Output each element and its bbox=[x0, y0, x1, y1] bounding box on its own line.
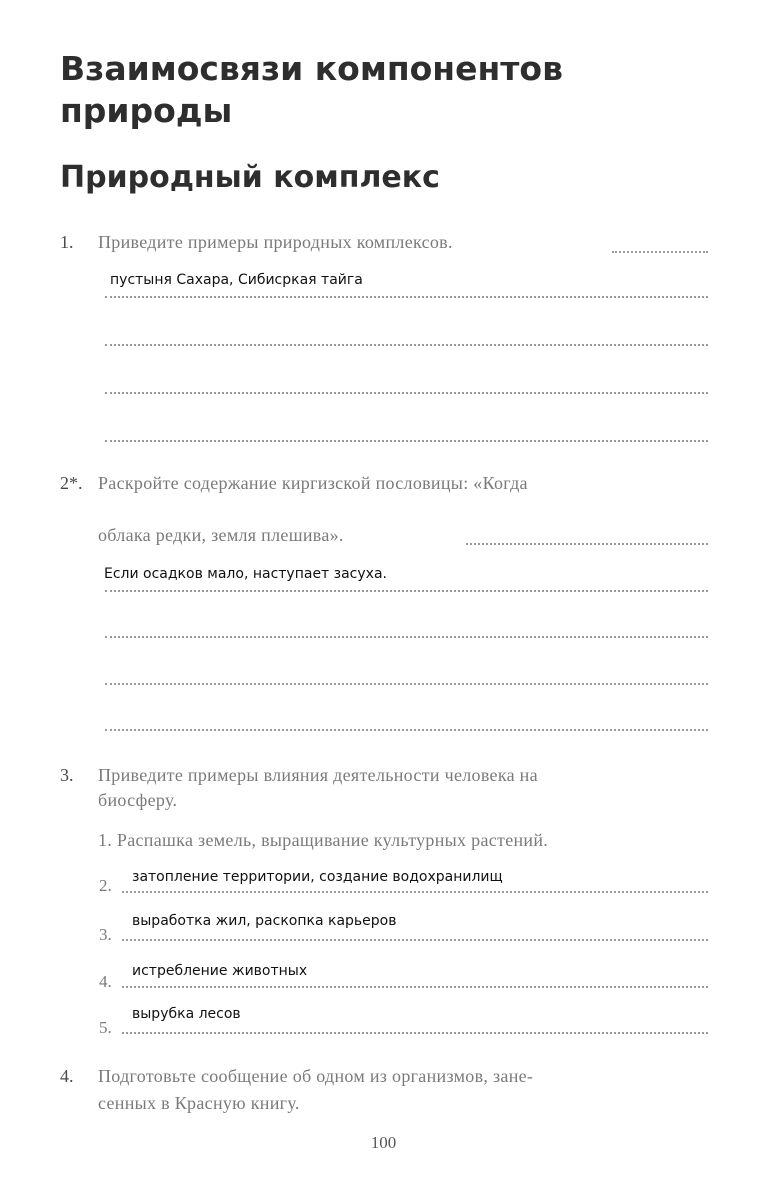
q3-item-4-line bbox=[122, 986, 708, 988]
q3-item-3-answer[interactable]: выработка жил, раскопка карьеров bbox=[132, 913, 397, 929]
q3-text-line1: Приведите примеры влияния деятельности человека на bbox=[98, 765, 538, 785]
q1-answer-line-4 bbox=[105, 440, 708, 442]
chapter-title-line2: природы bbox=[60, 91, 233, 130]
q1-number: 1. bbox=[60, 232, 74, 252]
q3-item-5-line bbox=[122, 1032, 708, 1034]
q2-text-line2: облака редки, земля плешива». bbox=[98, 525, 344, 545]
q1-text-answer-line bbox=[612, 251, 708, 253]
page-number: 100 bbox=[370, 1133, 397, 1152]
chapter-title bbox=[60, 48, 563, 132]
q2-answer-line-1 bbox=[105, 590, 708, 592]
q4-number: 4. bbox=[60, 1066, 74, 1086]
q3-item-4-number: 4. bbox=[99, 972, 112, 991]
section-title: Природный комплекс bbox=[60, 160, 440, 195]
q2-text-line1: Раскройте содержание киргизской пословицы: «Когда bbox=[98, 473, 528, 493]
q3-item-5-number: 5. bbox=[99, 1018, 112, 1037]
q3-item-5-answer[interactable]: вырубка лесов bbox=[132, 1006, 241, 1022]
q1-text: Приведите примеры природных комплексов. bbox=[98, 232, 453, 252]
chapter-title-line1: Взаимосвязи компонентов bbox=[60, 49, 563, 88]
q2-answer[interactable]: Если осадков мало, наступает засуха. bbox=[104, 566, 387, 582]
q1-answer-line-1 bbox=[105, 296, 708, 298]
q3-number: 3. bbox=[60, 765, 74, 785]
q1-answer-line-2 bbox=[105, 344, 708, 346]
q4-text-line1: Подготовьте сообщение об одном из организмов, зане- bbox=[98, 1066, 534, 1086]
q2-text-answer-line bbox=[466, 543, 708, 545]
q2-answer-line-3 bbox=[105, 683, 708, 685]
q3-item-2-line bbox=[122, 891, 708, 893]
q3-item-4-answer[interactable]: истребление животных bbox=[132, 963, 308, 979]
q3-item-2-number: 2. bbox=[99, 876, 112, 895]
q1-answer[interactable]: пустыня Сахара, Сибисркая тайга bbox=[110, 272, 363, 288]
q4-text-line2: сенных в Красную книгу. bbox=[98, 1093, 300, 1113]
q2-answer-line-2 bbox=[105, 636, 708, 638]
q3-item-3-number: 3. bbox=[99, 925, 112, 944]
q3-example: 1. Распашка земель, выращивание культурных растений. bbox=[98, 830, 549, 850]
q3-text-line2: биосферу. bbox=[98, 790, 178, 810]
q1-answer-line-3 bbox=[105, 392, 708, 394]
q3-item-2-answer[interactable]: затопление территории, создание водохранилищ bbox=[132, 869, 503, 885]
q2-answer-line-4 bbox=[105, 729, 708, 731]
q3-item-3-line bbox=[122, 939, 708, 941]
q2-number: 2*. bbox=[60, 473, 83, 493]
